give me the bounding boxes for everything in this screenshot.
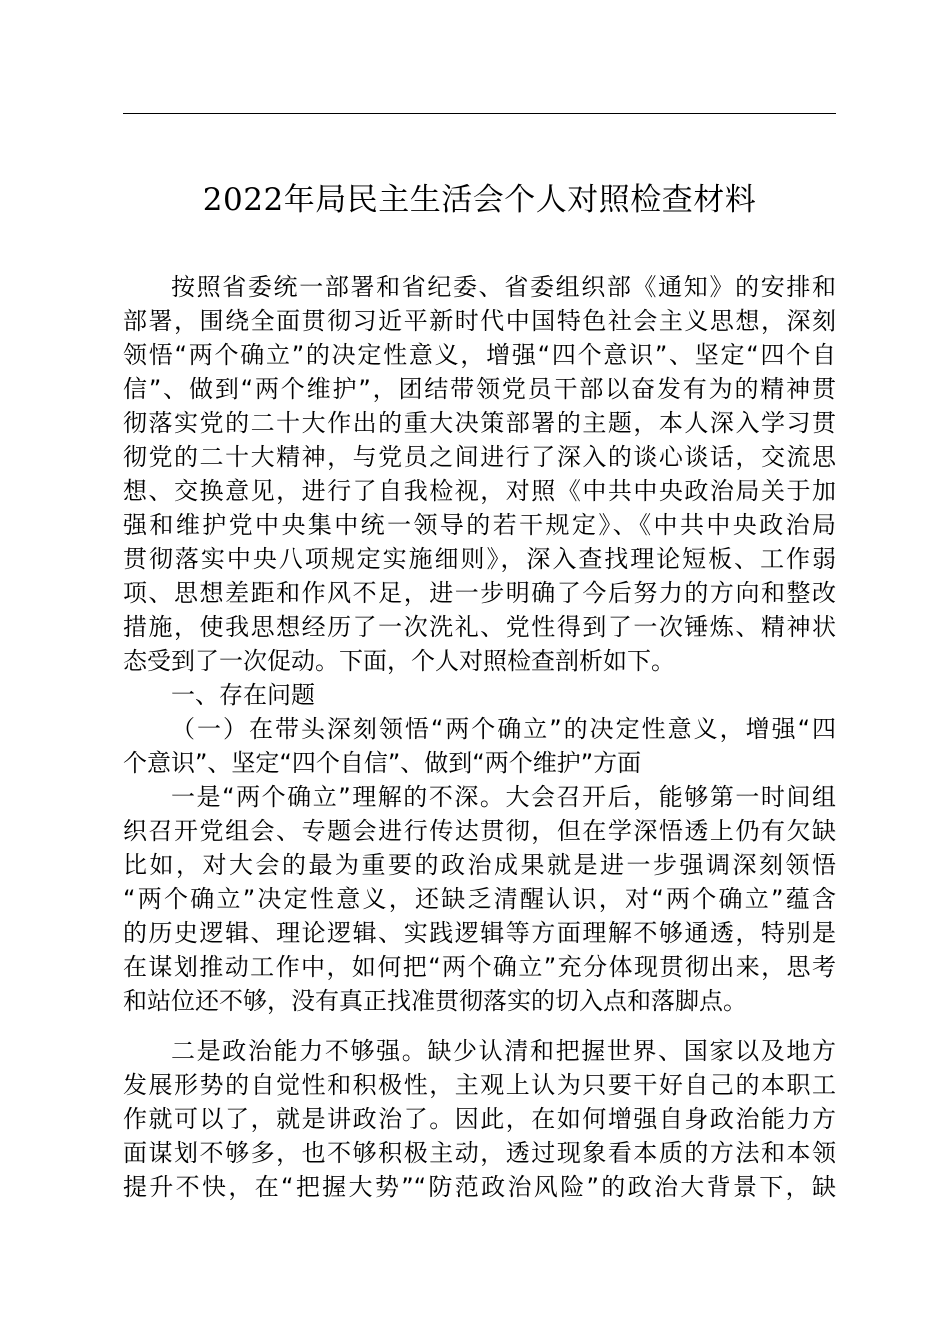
paragraph-line: 彻党的二十大精神，与党员之间进行了深入的谈心谈话，交流思 xyxy=(123,443,836,471)
paragraph-line: “两个确立”决定性意义，还缺乏清醒认识，对“两个确立”蕴含 xyxy=(123,885,836,913)
paragraph-line: 态受到了一次促动。下面，个人对照检查剖析如下。 xyxy=(123,647,675,675)
paragraph-line: 和站位还不够，没有真正找准贯彻落实的切入点和落脚点。 xyxy=(123,987,747,1015)
paragraph-line: 织召开党组会、专题会进行传达贯彻，但在学深悟透上仍有欠缺 xyxy=(123,817,836,845)
paragraph-line: 信”、做到“两个维护”，团结带领党员干部以奋发有为的精神贯 xyxy=(123,375,836,403)
paragraph-line: 措施，使我思想经历了一次洗礼、党性得到了一次锤炼、精神状 xyxy=(123,613,836,641)
paragraph-line: 在谋划推动工作中，如何把“两个确立”充分体现贯彻出来，思考 xyxy=(123,953,836,981)
subsection-heading-line: （一）在带头深刻领悟“两个确立”的决定性意义，增强“四 xyxy=(171,715,836,743)
paragraph-line: 想、交换意见，进行了自我检视，对照《中共中央政治局关于加 xyxy=(123,477,836,505)
paragraph-line: 部署，围绕全面贯彻习近平新时代中国特色社会主义思想，深刻 xyxy=(123,307,836,335)
paragraph-line: 强和维护党中央集中统一领导的若干规定》、《中共中央政治局 xyxy=(123,511,836,539)
paragraph-line: 彻落实党的二十大作出的重大决策部署的主题，本人深入学习贯 xyxy=(123,409,836,437)
header-rule xyxy=(123,113,836,114)
paragraph-line: 提升不快，在“把握大势”“防范政治风险”的政治大背景下，缺 xyxy=(123,1173,836,1201)
paragraph-line: 的历史逻辑、理论逻辑、实践逻辑等方面理解不够通透，特别是 xyxy=(123,919,836,947)
paragraph-line: 作就可以了，就是讲政治了。因此，在如何增强自身政治能力方 xyxy=(123,1105,836,1133)
paragraph-line: 面谋划不够多，也不够积极主动，透过现象看本质的方法和本领 xyxy=(123,1139,836,1167)
paragraph-line: 一是“两个确立”理解的不深。大会召开后，能够第一时间组 xyxy=(171,783,836,811)
paragraph-line: 二是政治能力不够强。缺少认清和把握世界、国家以及地方 xyxy=(171,1037,836,1065)
paragraph-line: 贯彻落实中央八项规定实施细则》，深入查找理论短板、工作弱 xyxy=(123,545,836,573)
paragraph-line: 发展形势的自觉性和积极性，主观上认为只要干好自己的本职工 xyxy=(123,1071,836,1099)
section-heading: 一、存在问题 xyxy=(171,681,315,709)
subsection-heading-line: 个意识”、坚定“四个自信”、做到“两个维护”方面 xyxy=(123,749,642,777)
document-title: 2022年局民主生活会个人对照检查材料 xyxy=(202,182,757,218)
paragraph-line: 比如，对大会的最为重要的政治成果就是进一步强调深刻领悟 xyxy=(123,851,836,879)
paragraph-line: 按照省委统一部署和省纪委、省委组织部《通知》的安排和 xyxy=(171,273,836,301)
paragraph-line: 项、思想差距和作风不足，进一步明确了今后努力的方向和整改 xyxy=(123,579,836,607)
paragraph-line: 领悟“两个确立”的决定性意义，增强“四个意识”、坚定“四个自 xyxy=(123,341,836,369)
